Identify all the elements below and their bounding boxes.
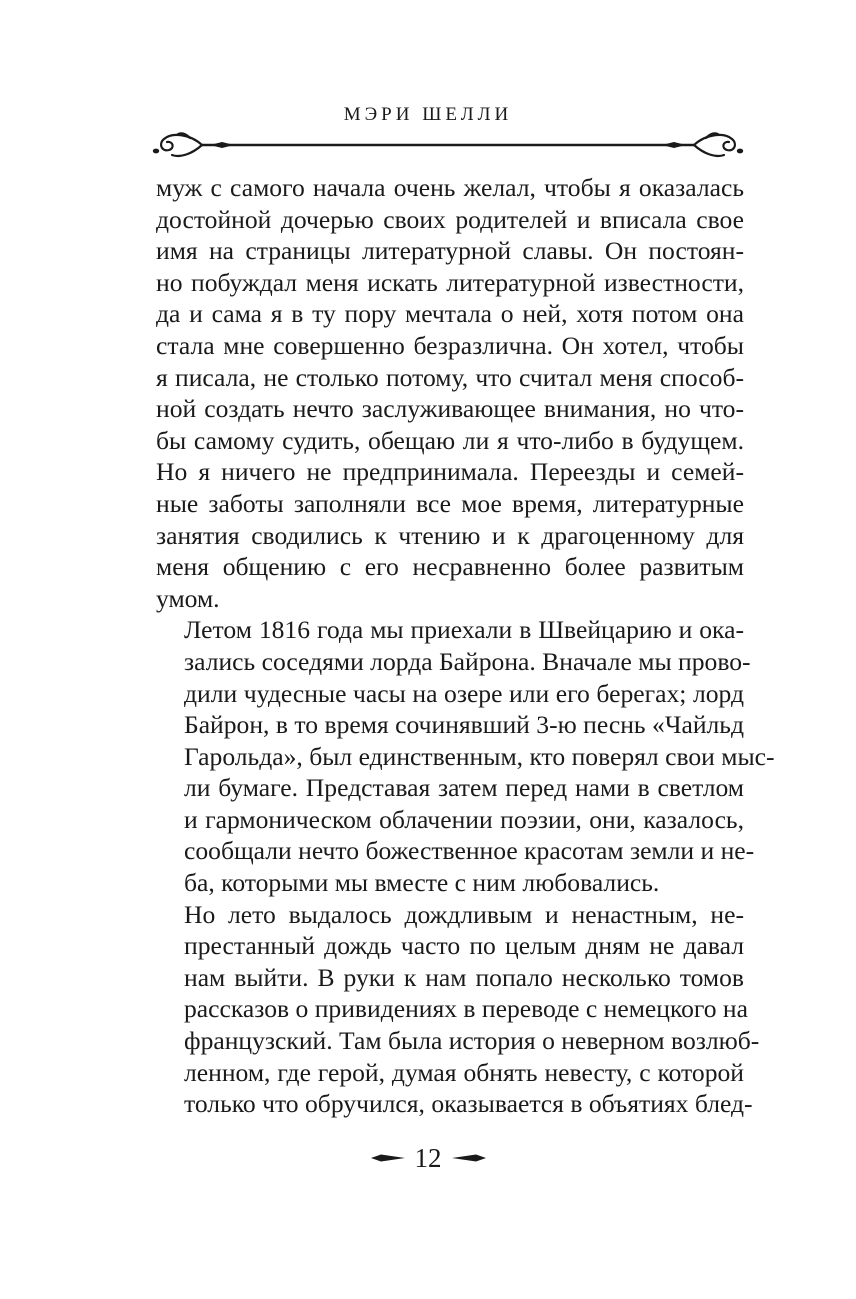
text-line: Летом 1816 года мы приехали в Швейцарию и ока-: [184, 615, 744, 645]
running-header: [0, 104, 856, 126]
text-line: ной создать нечто заслуживающее внимания, но что-: [156, 394, 744, 424]
paragraph: [156, 614, 775, 898]
text-line: бы самому судить, обещаю ли я что-либо в будущем.: [156, 425, 744, 455]
text-line: ные заботы заполняли все мое время, литературные: [156, 488, 744, 518]
text-line: достойной дочерью своих родителей и вписала свое: [156, 204, 744, 234]
text-line: Гарольда», был единственным, кто поверял свои мыс-: [184, 741, 775, 771]
text-line: зались соседями лорда Байрона. Вначале мы прово-: [184, 646, 751, 676]
text-line: Но лето выдалось дождливым и ненастным, не-: [184, 899, 744, 929]
text-line: стала мне совершенно безразлична. Он хотел, чтобы: [156, 330, 744, 360]
text-line: Но я ничего не предпринимала. Переезды и семей-: [156, 457, 744, 487]
page-footer: [0, 1138, 856, 1178]
page-number: 12: [414, 1142, 442, 1173]
text-line: имя на страницы литературной славы. Он постоян-: [156, 236, 744, 266]
paragraph: [156, 899, 760, 1120]
text-line: и гармоническом облачении поэзии, они, казалось,: [184, 804, 744, 834]
text-line: только что обручился, оказывается в объятиях блед-: [184, 1089, 753, 1119]
text-line: муж с самого начала очень желал, чтобы я оказалась: [156, 173, 744, 202]
text-line: умом.: [156, 583, 220, 613]
right-arrow-ornament-icon: [452, 1153, 486, 1163]
body-text: [156, 172, 775, 1120]
text-line: но побуждал меня искать литературной известности,: [156, 267, 744, 297]
text-line: занятия сводились к чтению и к драгоценному для: [156, 520, 744, 550]
text-line: ли бумаге. Представая затем перед нами в светлом: [184, 773, 744, 803]
left-arrow-ornament-icon: [371, 1153, 405, 1163]
text-line: французский. Там была история о неверном возлюб-: [184, 1026, 760, 1056]
text-line: меня общению с его несравненно более развитым: [156, 552, 744, 582]
text-line: ба, которыми мы вместе с ним любовались.: [184, 868, 660, 898]
text-line: да и сама я в ту пору мечтала о ней, хотя потом она: [156, 299, 744, 329]
text-line: престанный дождь часто по целым дням не давал: [184, 931, 744, 961]
text-line: ленном, где герой, думая обнять невесту, с которой: [184, 1057, 744, 1087]
text-line: Байрон, в то время сочинявший 3-ю песнь «Чайльд: [184, 710, 744, 740]
text-line: нам выйти. В руки к нам попало несколько томов: [184, 962, 744, 992]
text-line: я писала, не столько потому, что считал меня способ-: [156, 362, 744, 392]
decorative-rule-ornament: [150, 128, 746, 162]
text-line: дили чудесные часы на озере или его берегах; лорд: [184, 678, 744, 708]
text-line: рассказов о привидениях в переводе с немецкого на: [184, 994, 748, 1024]
paragraph: [156, 172, 744, 614]
text-line: сообщали нечто божественное красотам земли и не-: [184, 836, 755, 866]
author-name: МЭРИ ШЕЛЛИ: [343, 104, 513, 125]
